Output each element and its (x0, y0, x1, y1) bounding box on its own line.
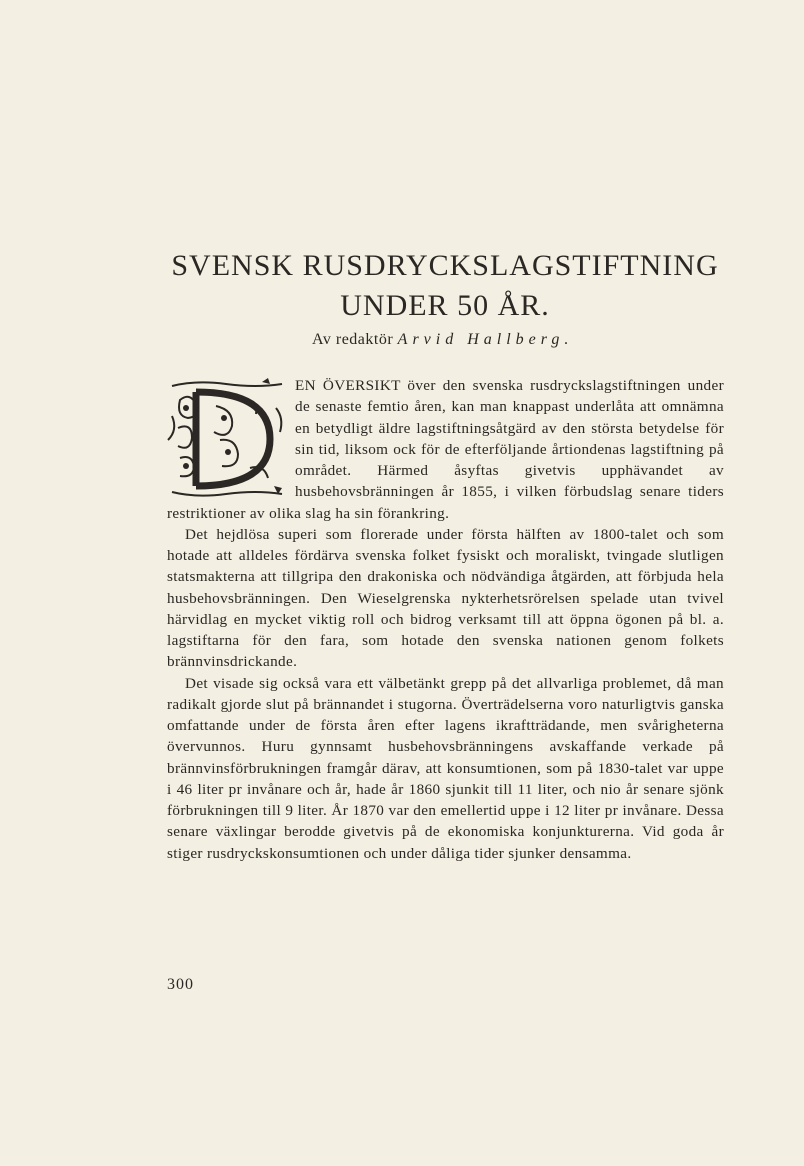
title-line-2: UNDER 50 ÅR. (340, 289, 550, 322)
paragraph-3: Det visade sig också vara ett välbetänkt grepp på det allvarliga problemet, då man radikalt gjorde slut på brännandet i stugorna. Överträdelserna voro naturligtvis ganska omfattande under de första åren efter lagens ikraftträdande, men svårigheterna övervunnos. Huru gynnsamt husbehovsbränningens avskaffande verkade på brännvinsförbrukningen framgår därav, att konsumtionen, som på 1830-talet var uppe i 46 liter pr invånare och år, hade år 1860 sjunkit till 11 liter, och nio år senare sjönk förbrukningen till 9 liter. År 1870 var den emellertid uppe i 12 liter pr invånare. Dessa senare växlingar berodde givetvis på de ekonomiska konjunkturerna. Vid goda år stiger rusdryckskonsumtionen och under dåliga tider sjunker densamma. (167, 674, 724, 862)
title-line-1: SVENSK RUSDRYCKSLAGSTIFTNING (171, 249, 719, 282)
paragraph-2: Det hejdlösa superi som florerade under första hälften av 1800-talet och som hotade att alldeles fördärva svenska folket fysiskt och moraliskt, tvingade slutligen statsmakterna att tillgripa den drakoniska och nödvändiga åtgärden, att förbjuda hela husbehovsbränningen. Den Wieselgrenska nykterhetsrörelsen spelade utan tvivel härvidlag en mycket viktig roll och bidrog verksamt till att öppna ögonen på bl. a. lagstiftarna för den fara, som hotade den svenska nationen genom folkets brännvinsdrickande. (167, 525, 724, 671)
article-title (0, 246, 804, 326)
article-body (167, 375, 724, 864)
byline-author: Arvid Hallberg. (397, 331, 574, 348)
paragraph-1: EN ÖVERSIKT över den svenska rusdryckslagstiftningen under de senaste femtio åren, kan man knappast underlåta att omnämna en betydligt äldre lagstiftningsåtgärd av den största betydelse för sin tid, liksom ock för de efterföljande årtiondenas lagstiftning på området. Härmed åsyftas givetvis upphävandet av husbehovsbränningen år 1855, i vilken förbudslag senare tiders restriktioner av olika slag ha sin förankring. (167, 377, 724, 522)
byline (312, 330, 573, 350)
dropcap-space (167, 375, 289, 501)
byline-prefix: Av redaktör (312, 331, 394, 348)
page-number: 300 (167, 976, 194, 993)
